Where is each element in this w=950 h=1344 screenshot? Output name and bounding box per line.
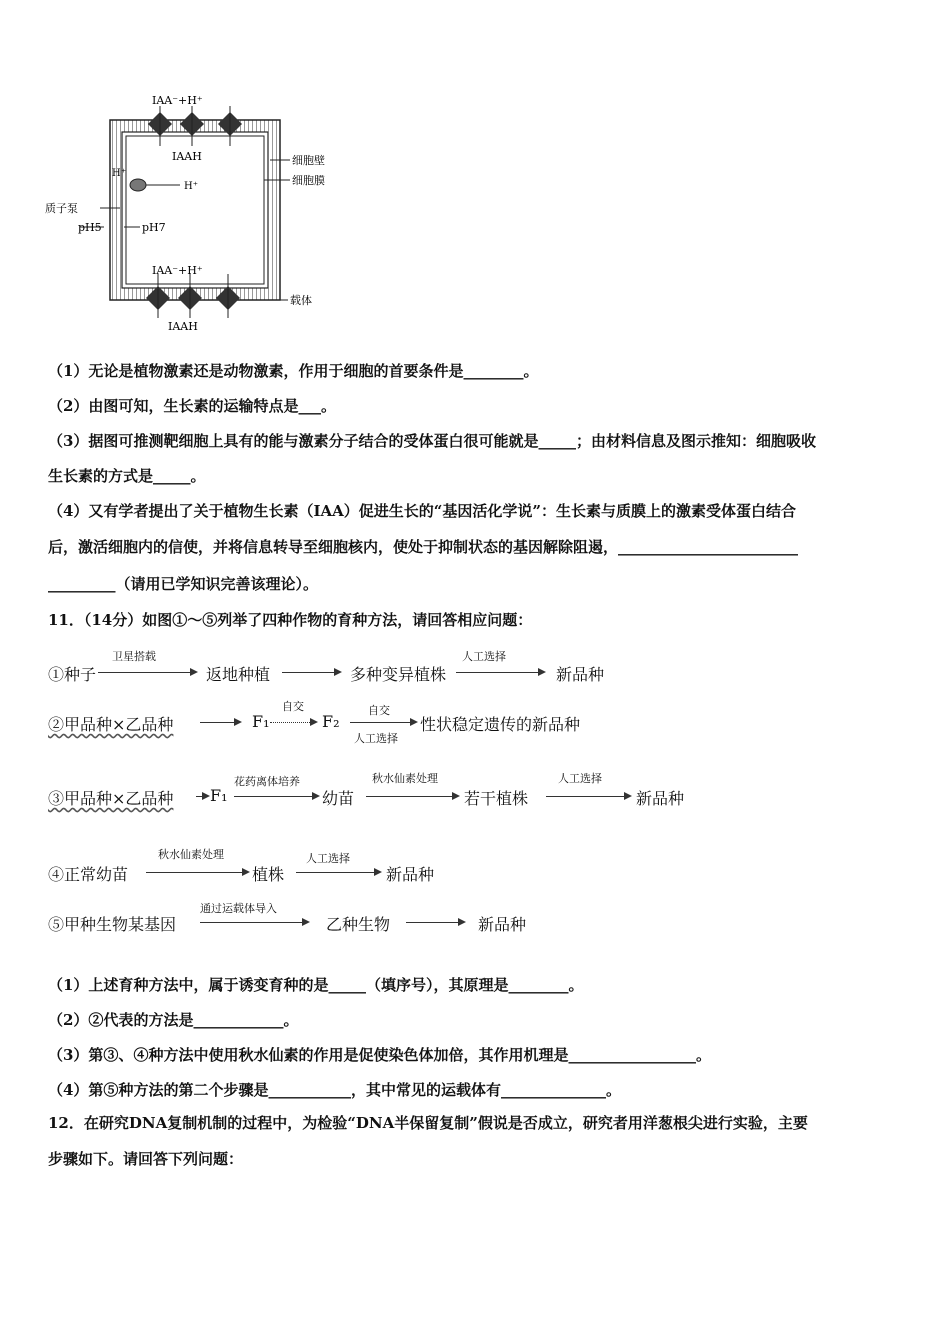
s3-seedling: 幼苗 bbox=[322, 789, 355, 808]
s5-label1: 通过运载体导入 bbox=[200, 902, 277, 915]
s3-arrow2 bbox=[234, 796, 318, 797]
h-right-label: H⁺ bbox=[184, 181, 198, 192]
s3-label1: 花药离体培养 bbox=[234, 775, 300, 788]
q10-part4-line2: 后，激活细胞内的信使，并将信息转导至细胞核内，使处于抑制状态的基因解除阻遏，________________________ bbox=[48, 538, 799, 556]
s4-result: 新品种 bbox=[386, 865, 435, 884]
q12-line2: 步骤如下。请回答下列问题： bbox=[48, 1150, 244, 1168]
top-ion-label: IAA⁻+H⁺ bbox=[152, 94, 203, 107]
q10-part4-line3: _________（请用已学知识完善该理论）。 bbox=[48, 575, 319, 593]
s4-arrow2 bbox=[296, 872, 380, 873]
s5-gene: ⑤甲种生物某基因 bbox=[48, 915, 177, 934]
s3-arrow4 bbox=[546, 796, 630, 797]
ph-out-label: pH5 bbox=[78, 221, 102, 234]
q10-part4-line1: （4）又有学者提出了关于植物生长素（IAA）促进生长的“基因活化学说”：生长素与质膜上的激素受体蛋白结合 bbox=[48, 502, 796, 520]
s1-label2: 人工选择 bbox=[462, 650, 506, 663]
s3-label3: 人工选择 bbox=[558, 772, 602, 785]
s2-f2: F₂ bbox=[322, 712, 340, 731]
s2-label1: 自交 bbox=[282, 700, 304, 713]
ph-in-label: pH7 bbox=[142, 221, 166, 234]
s2-arrow3 bbox=[350, 722, 416, 723]
q12-line1: 12．在研究DNA复制机制的过程中，为检验“DNA半保留复制”假说是否成立，研究者用洋葱根尖进行实验，主要 bbox=[48, 1114, 808, 1132]
proton-pump-shape bbox=[130, 179, 146, 191]
s3-plants: 若干植株 bbox=[464, 789, 529, 808]
cell-diagram-svg bbox=[40, 90, 360, 340]
q11-part2: （2）②代表的方法是____________。 bbox=[48, 1011, 299, 1029]
s3-result: 新品种 bbox=[636, 789, 685, 808]
carrier-label: 载体 bbox=[290, 294, 312, 307]
cell-wall-label: 细胞壁 bbox=[292, 154, 325, 167]
s4-arrow1 bbox=[146, 872, 248, 873]
q10-part1: （1）无论是植物激素还是动物激素，作用于细胞的首要条件是________。 bbox=[48, 362, 539, 380]
s5-arrow1 bbox=[200, 922, 308, 923]
q10-part2: （2）由图可知，生长素的运输特点是___。 bbox=[48, 397, 336, 415]
s2-label2: 自交 bbox=[368, 704, 390, 717]
pump-label: 质子泵 bbox=[45, 202, 78, 215]
q10-part3-line1: （3）据图可推测靶细胞上具有的能与激素分子结合的受体蛋白很可能就是_____；由材料信息及图示推知：细胞吸收 bbox=[48, 432, 816, 450]
s5-arrow2 bbox=[406, 922, 464, 923]
bottom-iaah-label: IAAH bbox=[168, 320, 198, 333]
s3-arrow3 bbox=[366, 796, 458, 797]
s5-organism: 乙种生物 bbox=[326, 915, 391, 934]
s5-result: 新品种 bbox=[478, 915, 527, 934]
h-left-label: H⁺ bbox=[112, 168, 126, 179]
s4-label2: 人工选择 bbox=[306, 852, 350, 865]
s1-arrow3 bbox=[456, 672, 544, 673]
s2-f1: F₁ bbox=[252, 712, 270, 731]
q10-part3-line2: 生长素的方式是_____。 bbox=[48, 467, 206, 485]
q11-part1: （1）上述育种方法中，属于诱变育种的是_____（填序号），其原理是________。 bbox=[48, 976, 584, 994]
s4-label1: 秋水仙素处理 bbox=[158, 848, 224, 861]
s3-label2: 秋水仙素处理 bbox=[372, 772, 438, 785]
s3-arrow1 bbox=[196, 796, 208, 797]
s2-label3: 人工选择 bbox=[354, 732, 398, 745]
s1-seed: ①种子 bbox=[48, 665, 97, 684]
top-iaah-label: IAAH bbox=[172, 150, 202, 163]
s2-result: 性状稳定遗传的新品种 bbox=[420, 715, 581, 734]
s1-node4: 新品种 bbox=[556, 665, 605, 684]
iaa-transport-diagram bbox=[40, 90, 360, 340]
s4-start: ④正常幼苗 bbox=[48, 865, 129, 884]
cell-membrane-label: 细胞膜 bbox=[292, 174, 325, 187]
bottom-ion-label: IAA⁻+H⁺ bbox=[152, 264, 203, 277]
s3-f1: F₁ bbox=[210, 786, 228, 805]
s2-cross: ②甲品种×乙品种 bbox=[48, 715, 174, 734]
q11-part4: （4）第⑤种方法的第二个步骤是___________，其中常见的运载体有______________。 bbox=[48, 1081, 621, 1099]
s1-node3: 多种变异植株 bbox=[350, 665, 447, 684]
s2-arrow1 bbox=[200, 722, 240, 723]
q11-part3: （3）第③、④种方法中使用秋水仙素的作用是促使染色体加倍，其作用机理是_________________。 bbox=[48, 1046, 711, 1064]
s1-label1: 卫星搭载 bbox=[112, 650, 156, 663]
s4-plant: 植株 bbox=[252, 865, 285, 884]
s1-node2: 返地种植 bbox=[206, 665, 271, 684]
s1-arrow2 bbox=[282, 672, 340, 673]
q11-title: 11．（14分）如图①～⑤列举了四种作物的育种方法，请回答相应问题： bbox=[48, 611, 533, 629]
s1-arrow1 bbox=[98, 672, 196, 673]
s2-arrow2 bbox=[270, 722, 316, 723]
s3-cross: ③甲品种×乙品种 bbox=[48, 789, 174, 808]
